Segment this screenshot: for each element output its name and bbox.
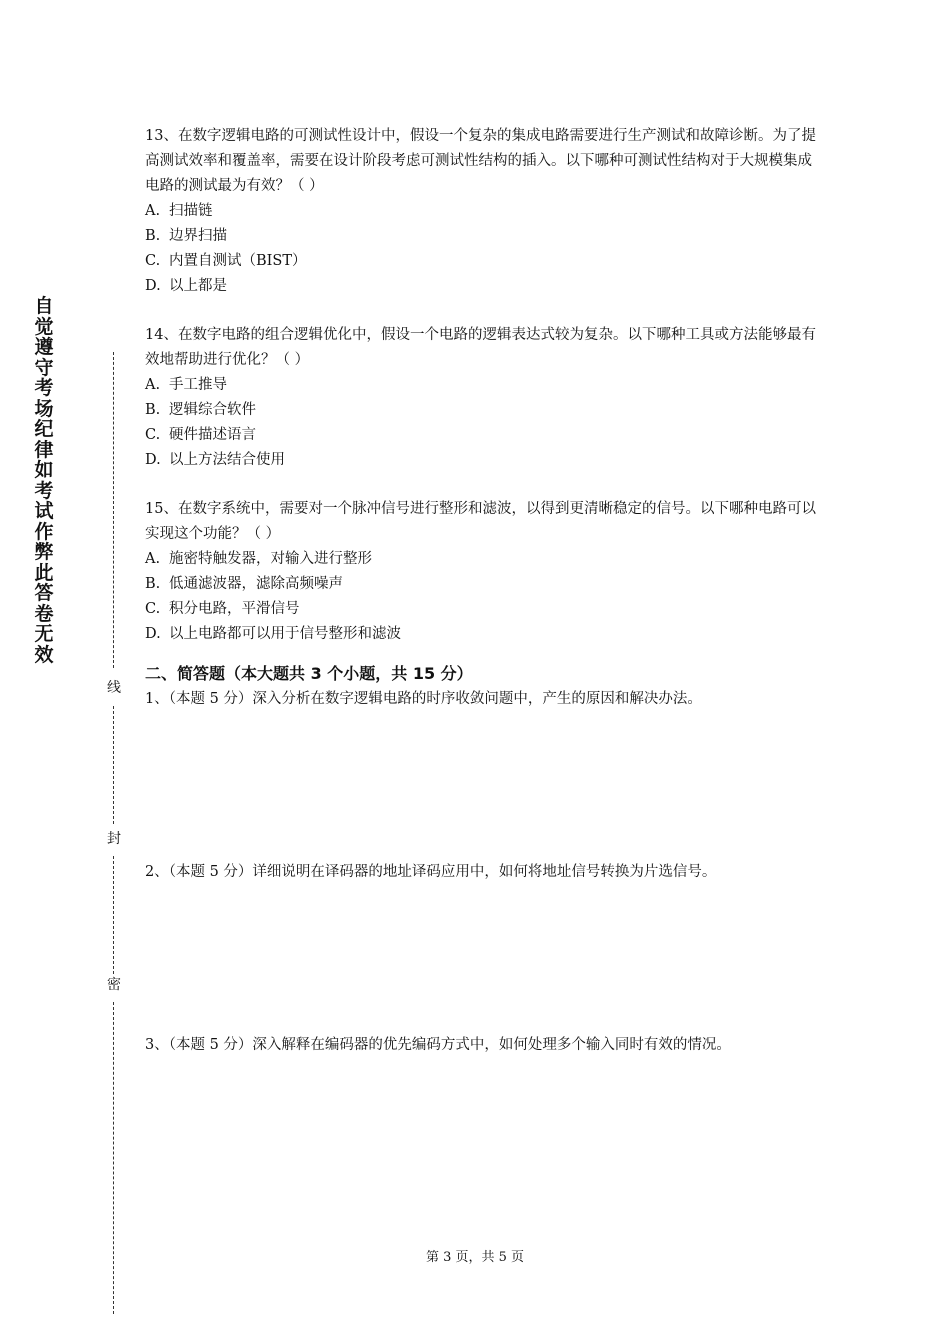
short-answer-2: 2、（本题 5 分）详细说明在译码器的地址译码应用中，如何将地址信号转换为片选信号。 xyxy=(145,864,717,880)
short-answer-1: 1、（本题 5 分）深入分析在数字逻辑电路的时序收敛问题中，产生的原因和解决办法。 xyxy=(145,691,702,707)
option-c: C. 硬件描述语言 xyxy=(145,427,256,443)
exam-content xyxy=(145,124,825,1058)
question-13 xyxy=(145,124,825,299)
option-b: B. 逻辑综合软件 xyxy=(145,402,256,418)
binding-line xyxy=(113,1002,114,1314)
option-a: A. 扫描链 xyxy=(145,203,213,219)
option-b: B. 边界扫描 xyxy=(145,228,227,244)
page-number: 第 3 页，共 5 页 xyxy=(425,1250,525,1265)
question-14 xyxy=(145,323,825,473)
binding-line xyxy=(113,856,114,974)
option-d: D. 以上电路都可以用于信号整形和滤波 xyxy=(145,626,401,642)
binding-mark-xian: 线 xyxy=(107,680,121,696)
short-answer-3: 3、（本题 5 分）深入解释在编码器的优先编码方式中，如何处理多个输入同时有效的情况。 xyxy=(145,1037,731,1053)
exam-discipline-notice: 自觉遵守考场纪律如考试作弊此答卷无效 xyxy=(34,295,54,666)
binding-line xyxy=(113,706,114,824)
option-a: A. 施密特触发器，对输入进行整形 xyxy=(145,551,372,567)
option-a: A. 手工推导 xyxy=(145,377,227,393)
option-c: C. 内置自测试（BIST） xyxy=(145,253,307,269)
question-stem: 14、在数字电路的组合逻辑优化中，假设一个电路的逻辑表达式较为复杂。以下哪种工具或方法能够最有效地帮助进行优化？（ ） xyxy=(145,327,816,368)
binding-line xyxy=(113,352,114,668)
binding-mark-feng: 封 xyxy=(107,831,121,847)
option-d: D. 以上都是 xyxy=(145,278,227,294)
question-stem: 15、在数字系统中，需要对一个脉冲信号进行整形和滤波，以得到更清晰稳定的信号。以下哪种电路可以实现这个功能？（ ） xyxy=(145,501,816,542)
question-stem: 13、在数字逻辑电路的可测试性设计中，假设一个复杂的集成电路需要进行生产测试和故障诊断。为了提高测试效率和覆盖率，需要在设计阶段考虑可测试性结构的插入。以下哪种可测试性结构对于大规模集成电路的测试最为有效？（ ） xyxy=(145,128,816,194)
question-15 xyxy=(145,497,825,647)
option-c: C. 积分电路，平滑信号 xyxy=(145,601,300,617)
option-b: B. 低通滤波器，滤除高频噪声 xyxy=(145,576,343,592)
section-title-short-answer: 二、简答题（本大题共 3 个小题，共 15 分） xyxy=(145,664,473,683)
binding-mark-mi: 密 xyxy=(107,977,121,993)
option-d: D. 以上方法结合使用 xyxy=(145,452,285,468)
